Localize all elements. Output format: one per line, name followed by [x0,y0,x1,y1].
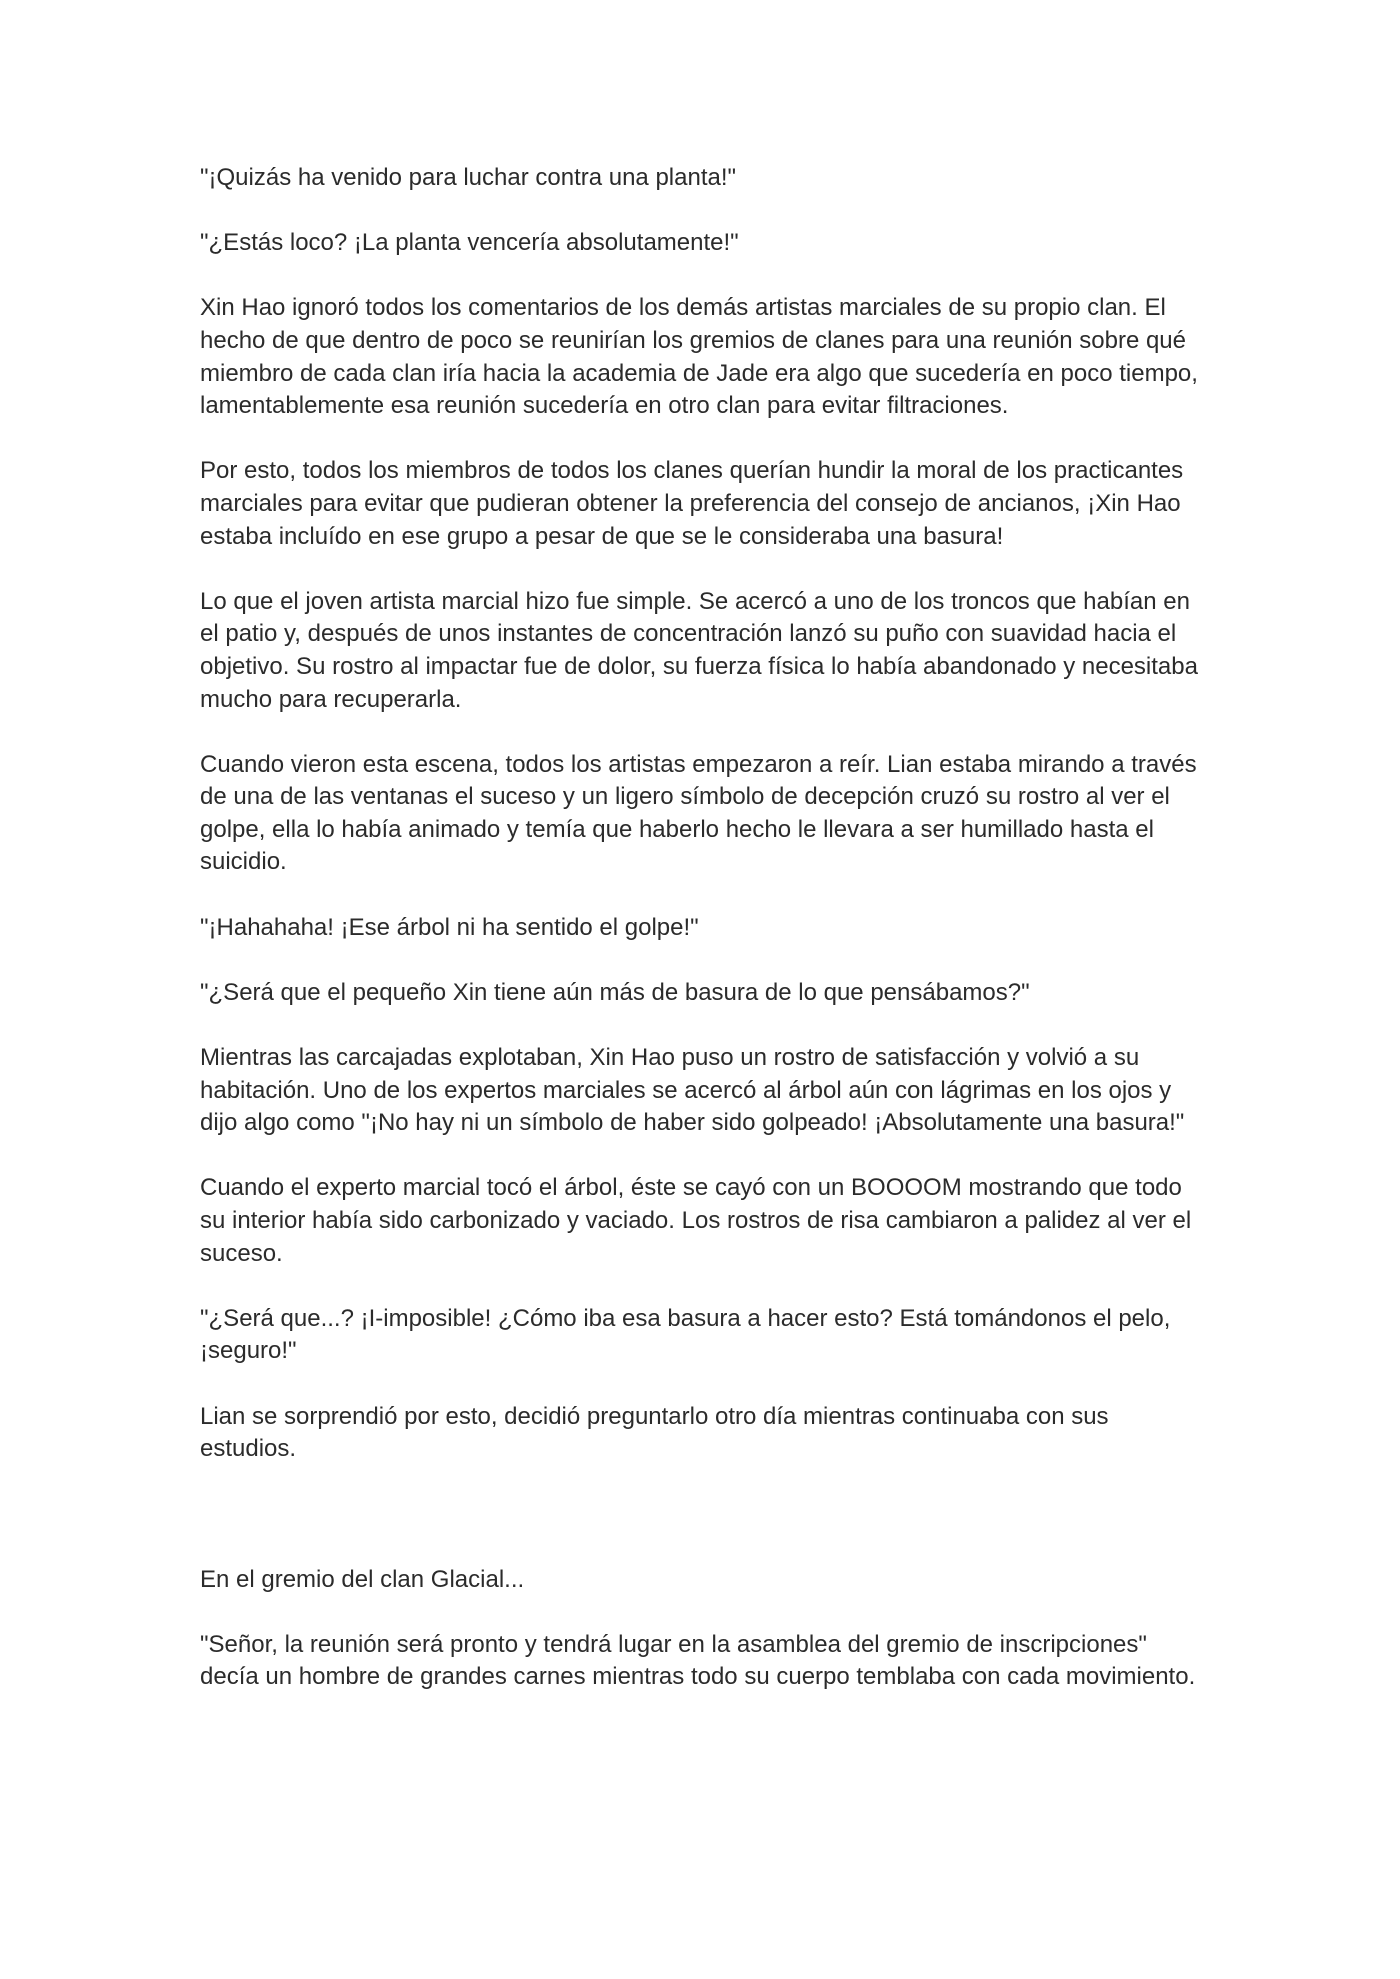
dialogue-paragraph: "¿Estás loco? ¡La planta vencería absolutamente!" [200,229,739,257]
dialogue-paragraph: "¡Hahahaha! ¡Ese árbol ni ha sentido el golpe!" [200,913,699,941]
narrative-paragraph: Xin Hao ignoró todos los comentarios de los demás artistas marciales de su propio clan. El hecho de que dentro de poco se reunirían los gremios de clanes para una reunión sobre qué miembro de cada clan iría hacia la academia de Jade era algo que sucedería en poco tiempo, lamentablemente esa reunión sucedería en otro clan para evitar filtraciones. [200,294,1198,420]
document-body [200,162,1210,1727]
narrative-paragraph: Lian se sorprendió por esto, decidió preguntarlo otro día mientras continuaba con sus estudios. [200,1402,1109,1463]
dialogue-paragraph: "¿Será que el pequeño Xin tiene aún más de basura de lo que pensábamos?" [200,978,1030,1006]
dialogue-paragraph: "¡Quizás ha venido para luchar contra una planta!" [200,164,737,191]
narrative-paragraph: Lo que el joven artista marcial hizo fue simple. Se acercó a uno de los troncos que habían en el patio y, después de unos instantes de concentración lanzó su puño con suavidad hacia el objetivo. Su rostro al impactar fue de dolor, su fuerza física lo había abandonado y necesitaba mucho para recuperarla. [200,587,1198,713]
narrative-paragraph: Por esto, todos los miembros de todos los clanes querían hundir la moral de los practicantes marciales para evitar que pudieran obtener la preferencia del consejo de ancianos, ¡Xin Hao estaba incluído en ese grupo a pesar de que se le consideraba una basura! [200,457,1184,550]
scene-heading-paragraph: En el gremio del clan Glacial... [200,1565,525,1593]
dialogue-paragraph: "¿Será que...? ¡I-imposible! ¿Cómo iba esa basura a hacer esto? Está tomándonos el pelo, ¡seguro!" [200,1304,1171,1365]
narrative-paragraph: Cuando el experto marcial tocó el árbol, éste se cayó con un BOOOOM mostrando que todo su interior había sido carbonizado y vaciado. Los rostros de risa cambiaron a palidez al ver el suceso. [200,1174,1192,1267]
dialogue-paragraph: "Señor, la reunión será pronto y tendrá lugar en la asamblea del gremio de inscripciones" decía un hombre de grandes carnes mientras todo su cuerpo temblaba con cada movimiento. [200,1630,1196,1691]
narrative-paragraph: Mientras las carcajadas explotaban, Xin Hao puso un rostro de satisfacción y volvió a su habitación. Uno de los expertos marciales se acercó al árbol aún con lágrimas en los ojos y dijo algo como "¡No hay ni un símbolo de haber sido golpeado! ¡Absolutamente una basura!" [200,1044,1185,1137]
narrative-paragraph: Cuando vieron esta escena, todos los artistas empezaron a reír. Lian estaba mirando a través de una de las ventanas el suceso y un ligero símbolo de decepción cruzó su rostro al ver el golpe, ella lo había animado y temía que haberlo hecho le llevara a ser humillado hasta el suicidio. [200,750,1197,876]
section-break [200,1498,1210,1563]
